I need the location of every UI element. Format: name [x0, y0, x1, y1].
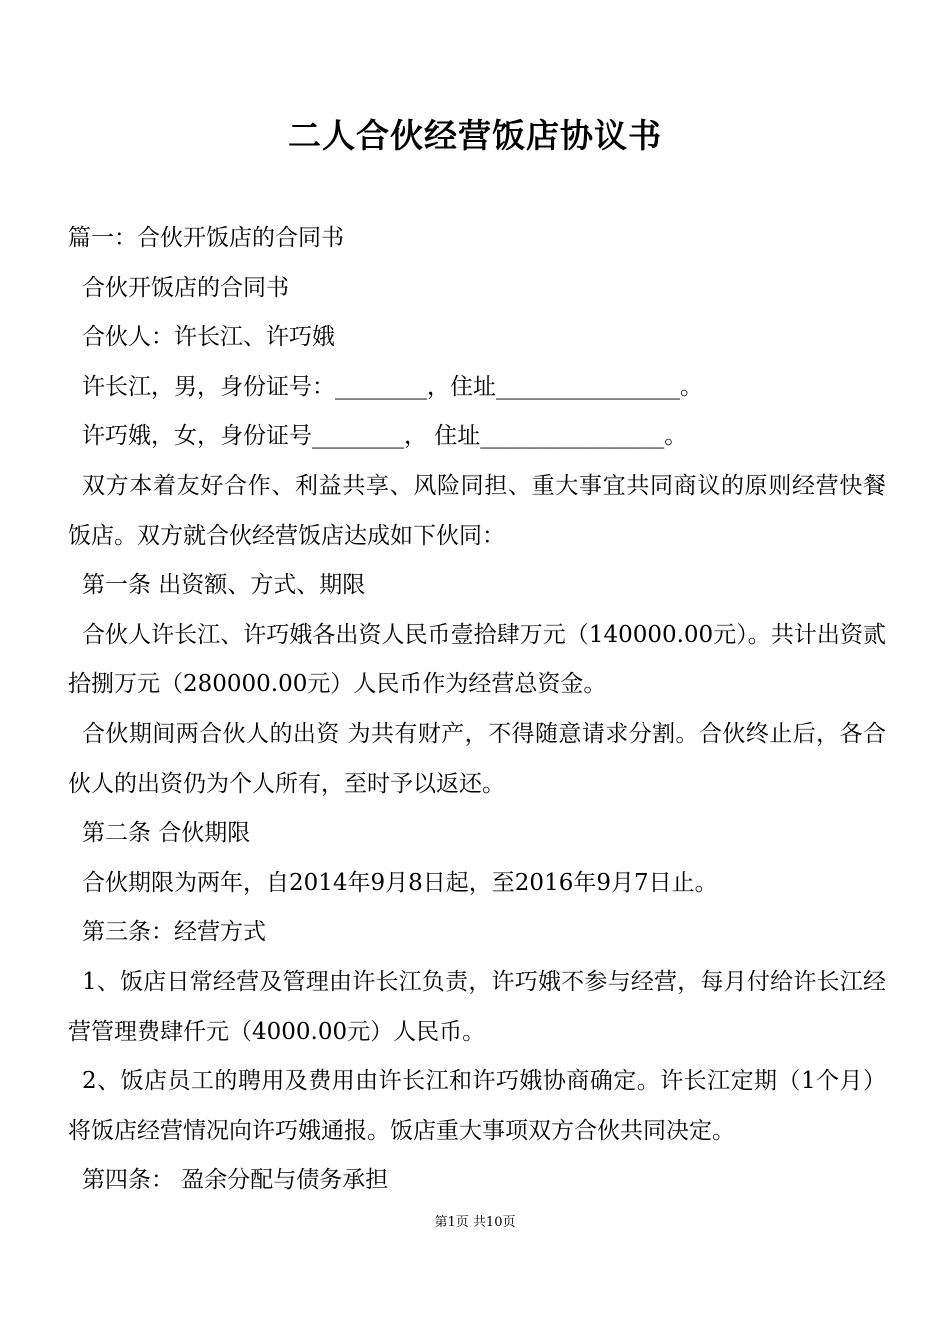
article-2-heading: 第二条 合伙期限: [82, 820, 251, 847]
partner-1-info: 许长江，男，身份证号：________，住址________________。: [82, 373, 703, 400]
partner-2-info: 许巧娥，女，身份证号________， 住址________________。: [82, 423, 688, 450]
section-heading: 篇一：合伙开饭店的合同书: [68, 225, 344, 251]
page-footer: 第1页 共10页: [434, 1215, 516, 1230]
partners-line: 合伙人：许长江、许巧娥: [82, 324, 335, 351]
document-body: [68, 214, 886, 1206]
capital-paragraph: 合伙人许长江、许巧娥各出资人民币壹拾肆万元（140000.00元）。共计出资贰拾捌万元（280000.00元）人民币作为经营总资金。: [68, 621, 886, 698]
article-1-heading: 第一条 出资额、方式、期限: [82, 572, 366, 599]
management-clause-2: 2、饭店员工的聘用及费用由许长江和许巧娥协商确定。许长江定期（1个月）将饭店经营情况向许巧娥通报。饭店重大事项双方合伙共同决定。: [68, 1068, 886, 1144]
contract-subtitle: 合伙开饭店的合同书: [82, 274, 289, 301]
article-4-heading: 第四条： 盈余分配与债务承担: [82, 1167, 389, 1194]
principle-paragraph: 双方本着友好合作、利益共享、风险同担、重大事宜共同商议的原则经营快餐饭店。双方就合伙经营饭店达成如下伙同：: [68, 472, 886, 549]
article-3-heading: 第三条：经营方式: [82, 919, 266, 946]
document-title: 二人合伙经营饭店协议书: [288, 116, 662, 155]
term-paragraph: 合伙期限为两年，自2014年9月8日起，至2016年9月7日止。: [82, 869, 718, 896]
shared-property-paragraph: 合伙期间两合伙人的出资 为共有财产，不得随意请求分割。合伙终止后，各合伙人的出资仍为个人所有，至时予以返还。: [68, 720, 886, 797]
management-clause-1: 1、饭店日常经营及管理由许长江负责，许巧娥不参与经营，每月付给许长江经营管理费肆仟元（4000.00元）人民币。: [68, 968, 886, 1045]
